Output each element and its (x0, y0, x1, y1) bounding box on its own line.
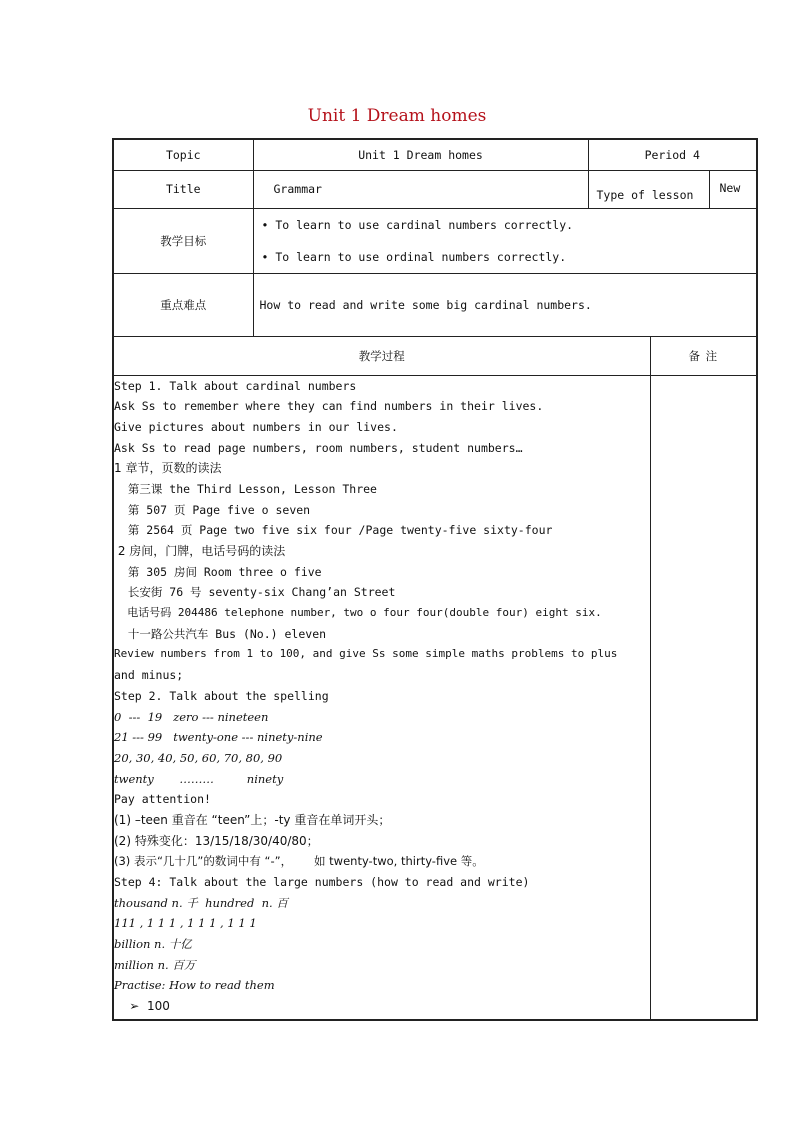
topic-value: Unit 1 Dream homes (253, 139, 588, 170)
title-row (113, 170, 757, 208)
process-line: 1 章节，页数的读法 (114, 461, 222, 476)
process-line: 长安街 76 号 seventy-six Chang’an Street (114, 585, 396, 600)
page-title: Unit 1 Dream homes (307, 106, 487, 126)
period-value: Period 4 (588, 139, 757, 170)
process-line: (3) 表示“几十几”的数词中有 “-”， 如 twenty-two, thirty-five 等。 (114, 854, 484, 869)
process-line: (1) –teen 重音在 “teen”上；-ty 重音在单词开头； (114, 812, 391, 827)
key-points-text: How to read and write some big cardinal numbers. (253, 273, 757, 336)
process-line: 2 房间，门牌，电话号码的读法 (114, 544, 286, 558)
process-body (113, 375, 650, 1020)
process-line: 第 305 房间 Room three o five (114, 564, 322, 579)
process-line: 20, 30, 40, 50, 60, 70, 80, 90 (114, 750, 283, 765)
process-line: Review numbers from 1 to 100, and give Ss some simple maths problems to plus (114, 647, 618, 661)
process-line: Ask Ss to read page numbers, room numbers, student numbers… (114, 440, 523, 455)
lesson-type-label: Type of lesson (588, 170, 709, 208)
objective-item: • To learn to use cardinal numbers correctly. (261, 217, 574, 232)
title-value: Grammar (253, 170, 588, 208)
key-points-row (113, 273, 757, 336)
process-line: 十一路公共汽车 Bus (No.) eleven (114, 626, 327, 641)
title-label: Title (113, 170, 253, 208)
process-row (113, 375, 757, 1020)
process-line: billion n. 十亿 (114, 937, 192, 952)
process-line: million n. 百万 (114, 957, 196, 972)
topic-label: Topic (113, 139, 253, 170)
process-line: ➢ 100 (114, 999, 170, 1014)
process-line: thousand n. 千 hundred n. 百 (114, 895, 288, 910)
process-line: Step 1. Talk about cardinal numbers (114, 378, 357, 393)
process-line: 第 2564 页 Page two five six four /Page twenty-five sixty-four (114, 523, 553, 538)
process-line: twenty ……… ninety (114, 771, 284, 786)
process-line: (2) 特殊变化：13/15/18/30/40/80； (114, 833, 319, 848)
lesson-plan-table (112, 138, 758, 1021)
process-line: Practise: How to read them (114, 978, 275, 993)
notes-column (650, 375, 757, 1020)
objective-item: • To learn to use ordinal numbers correctly. (261, 249, 567, 264)
process-header: 教学过程 (113, 336, 650, 375)
process-line: 0 --- 19 zero --- nineteen (114, 709, 269, 724)
process-line: Pay attention! (114, 792, 211, 807)
process-line: 第三课 the Third Lesson, Lesson Three (114, 481, 377, 496)
lesson-type-value: New (709, 170, 757, 208)
objectives-label: 教学目标 (113, 208, 253, 273)
key-points-label: 重点难点 (113, 273, 253, 336)
objectives-row (113, 208, 757, 273)
objectives-cell (253, 208, 757, 273)
process-line: 111 , 1 1 1 , 1 1 1 , 1 1 1 (114, 916, 257, 931)
topic-row (113, 139, 757, 170)
process-line: and minus; (114, 668, 184, 683)
process-header-row (113, 336, 757, 375)
process-line: 21 --- 99 twenty-one --- ninety-nine (114, 730, 323, 745)
process-line: Step 4: Talk about the large numbers (how to read and write) (114, 875, 530, 889)
process-line: Step 2. Talk about the spelling (114, 688, 329, 703)
process-line: 第 507 页 Page five o seven (114, 502, 311, 517)
process-line: Ask Ss to remember where they can find numbers in their lives. (114, 399, 544, 414)
process-line: 电话号码 204486 telephone number, two o four four(double four) eight six. (114, 606, 602, 620)
notes-header: 备 注 (650, 336, 757, 375)
process-line: Give pictures about numbers in our lives. (114, 419, 398, 434)
